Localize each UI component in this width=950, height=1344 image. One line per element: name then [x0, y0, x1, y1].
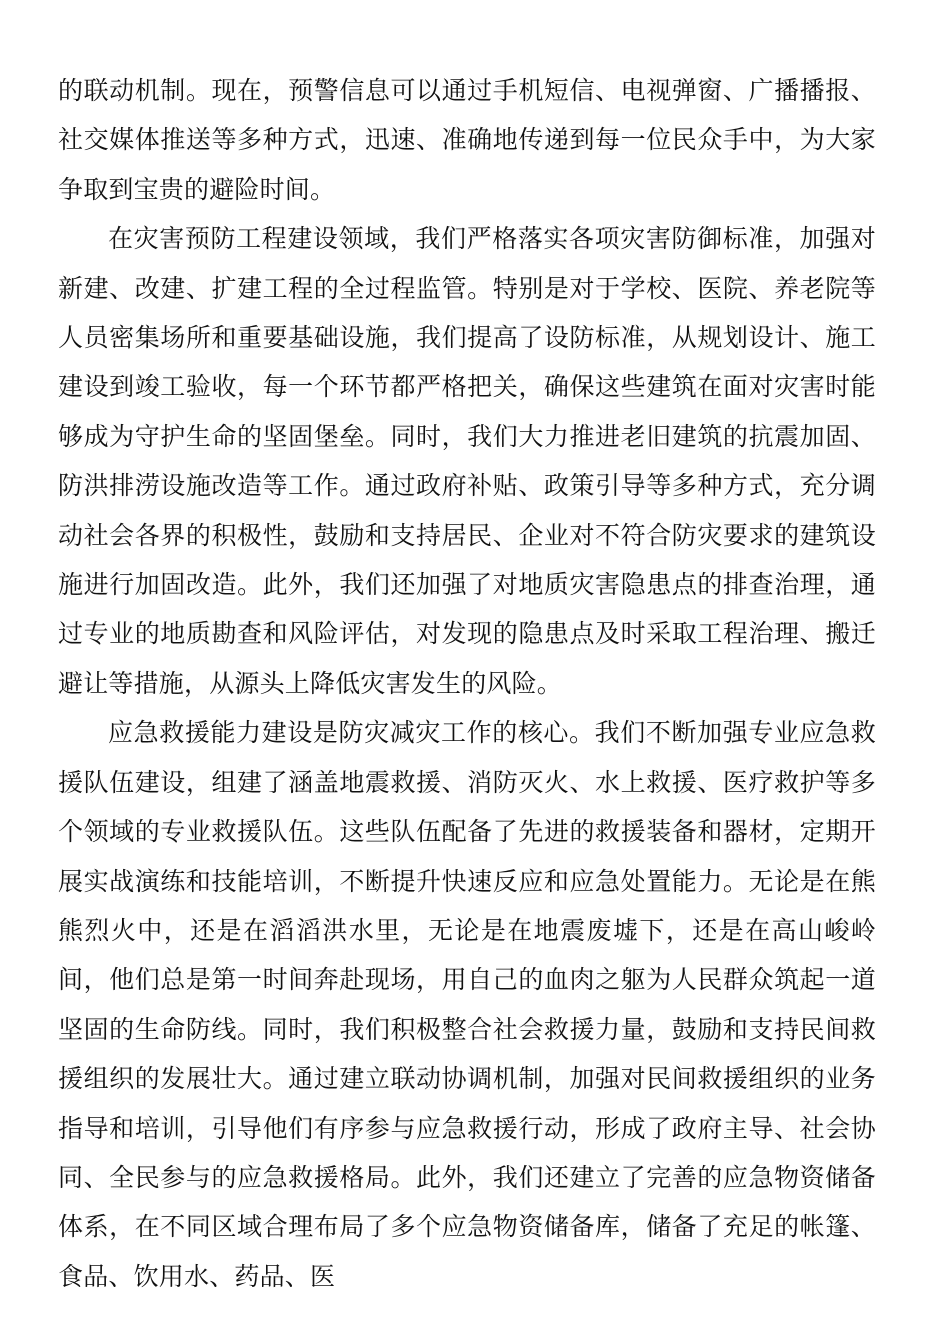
document-page [58, 66, 876, 1301]
paragraph-disaster-prevention: 在灾害预防工程建设领域，我们严格落实各项灾害防御标准，加强对新建、改建、扩建工程的全过程监管。特别是对于学校、医院、养老院等人员密集场所和重要基础设施，我们提高了设防标准，从规划设计、施工建设到竣工验收，每一个环节都严格把关，确保这些建筑在面对灾害时能够成为守护生命的坚固堡垒。同时，我们大力推进老旧建筑的抗震加固、防洪排涝设施改造等工作。通过政府补贴、政策引导等多种方式，充分调动社会各界的积极性，鼓励和支持居民、企业对不符合防灾要求的建筑设施进行加固改造。此外，我们还加强了对地质灾害隐患点的排查治理，通过专业的地质勘查和风险评估，对发现的隐患点及时采取工程治理、搬迁避让等措施，从源头上降低灾害发生的风险。 [58, 224, 876, 698]
paragraph-emergency-rescue: 应急救援能力建设是防灾减灾工作的核心。我们不断加强专业应急救援队伍建设，组建了涵盖地震救援、消防灭火、水上救援、医疗救护等多个领域的专业救援队伍。这些队伍配备了先进的救援装备和器材，定期开展实战演练和技能培训，不断提升快速反应和应急处置能力。无论是在熊熊烈火中，还是在滔滔洪水里，无论是在地震废墟下，还是在高山峻岭间，他们总是第一时间奔赴现场，用自己的血肉之躯为人民群众筑起一道坚固的生命防线。同时，我们积极整合社会救援力量，鼓励和支持民间救援组织的发展壮大。通过建立联动协调机制，加强对民间救援组织的业务指导和培训，引导他们有序参与应急救援行动，形成了政府主导、社会协同、全民参与的应急救援格局。此外，我们还建立了完善的应急物资储备体系，在不同区域合理布局了多个应急物资储备库，储备了充足的帐篷、食品、饮用水、药品、医 [58, 718, 876, 1291]
paragraph-continuation: 的联动机制。现在，预警信息可以通过手机短信、电视弹窗、广播播报、社交媒体推送等多种方式，迅速、准确地传递到每一位民众手中，为大家争取到宝贵的避险时间。 [58, 76, 876, 204]
